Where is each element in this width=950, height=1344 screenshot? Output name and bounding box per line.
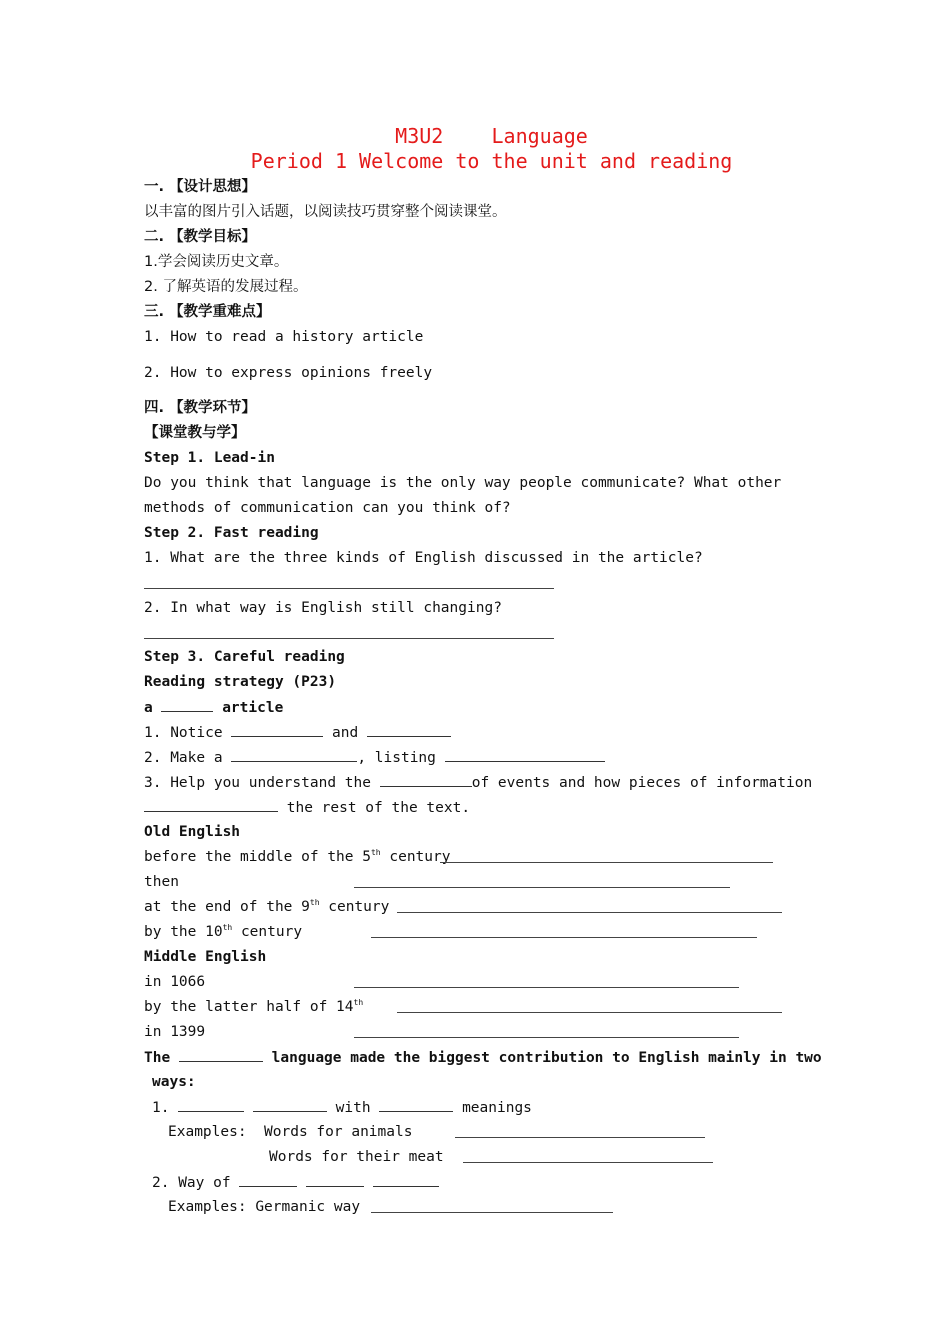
example-germanic: Germanic way [255,1199,361,1215]
section3-heading: 三. 【教学重难点】 [144,304,271,320]
article-type-line [144,698,283,717]
blank-understand[interactable] [380,773,472,787]
item1-a: 1. Notice [144,725,223,741]
example-animals: Words for animals [264,1124,413,1140]
answer-line-germanic[interactable] [371,1212,613,1213]
me-row2-sup: th [353,998,364,1008]
old-english-row-2: then [144,874,179,890]
example-label-1: Examples: [168,1124,247,1140]
way1-a: 1. [152,1100,170,1116]
strategy-item-1 [144,723,451,742]
blank-notice-1[interactable] [231,723,323,737]
blank-make[interactable] [231,748,357,762]
article-a: a [144,700,153,716]
section2-heading: 二. 【教学目标】 [144,229,257,245]
section3-item-2: 2. How to express opinions freely [144,365,433,381]
me-row2-pre: by the latter half of 14 [144,999,354,1015]
strategy-item-2 [144,748,605,767]
answer-line-animals[interactable] [455,1137,705,1138]
way2-a: 2. Way of [152,1175,231,1191]
item3-c: the rest of the text. [286,800,471,816]
middle-english-row-1: in 1066 [144,974,206,990]
item2-a: 2. Make a [144,750,223,766]
oe-row3-pre: at the end of the 9 [144,899,310,915]
answer-line-meat[interactable] [463,1162,713,1163]
step2-question-1: 1. What are the three kinds of English discussed in the article? [144,550,703,566]
way1-b: with [335,1100,371,1116]
oe-row3-sup: th [309,898,320,908]
old-english-heading: Old English [144,824,241,840]
blank-way1-3[interactable] [379,1098,453,1112]
example-1 [168,1123,412,1141]
section1-text: 以丰富的图片引入话题，以阅读技巧贯穿整个阅读课堂。 [144,204,507,220]
article-b: article [222,700,284,716]
answer-line-oe-4[interactable] [371,937,757,938]
step3-heading: Step 3. Careful reading [144,649,345,665]
way-1 [152,1098,532,1117]
strategy-item-3 [144,773,812,792]
oe-row1-post: century [380,849,451,865]
answer-line-me-1[interactable] [354,987,739,988]
contribution-a: The [144,1050,171,1066]
oe-row3-post: century [319,899,390,915]
answer-line-me-2[interactable] [397,1012,782,1013]
blank-notice-2[interactable] [367,723,451,737]
answer-line-oe-1[interactable] [440,862,773,863]
answer-line-q1[interactable] [144,588,554,589]
middle-english-row-2 [144,998,363,1016]
answer-line-me-3[interactable] [354,1037,739,1038]
way1-c: meanings [462,1100,532,1116]
oe-row4-post: century [232,924,303,940]
blank-way2-1[interactable] [239,1173,297,1187]
section1-heading: 一. 【设计思想】 [144,179,257,195]
blank-way2-3[interactable] [373,1173,439,1187]
way-2 [152,1173,439,1192]
reading-strategy: Reading strategy (P23) [144,674,337,690]
step1-heading: Step 1. Lead-in [144,450,275,466]
blank-way1-2[interactable] [253,1098,327,1112]
oe-row4-sup: th [222,923,233,933]
contribution-b: language made the biggest contribution to English mainly in two [271,1050,822,1066]
oe-row1-sup: th [370,848,381,858]
example-label-3: Examples: [168,1199,247,1215]
answer-line-oe-3[interactable] [397,912,782,913]
oe-row1-pre: before the middle of the 5 [144,849,371,865]
example-2: Words for their meat [269,1149,444,1165]
contribution-line-1 [144,1048,822,1067]
answer-line-q2[interactable] [144,638,554,639]
item2-b: , listing [357,750,436,766]
title-line-2: Period 1 Welcome to the unit and reading [250,149,733,173]
blank-article-type[interactable] [161,698,213,712]
blank-way1-1[interactable] [178,1098,244,1112]
blank-listing[interactable] [445,748,605,762]
title-line-1: M3U2 Language [395,124,588,148]
middle-english-heading: Middle English [144,949,267,965]
step2-question-2: 2. In what way is English still changing? [144,600,502,616]
strategy-item-3-cont [144,798,470,817]
step1-question-line-1: Do you think that language is the only way people communicate? What other [144,475,782,491]
old-english-row-3 [144,898,389,916]
step1-question-line-2: methods of communication can you think of? [144,500,511,516]
section4-subheading: 【课堂教与学】 [144,425,246,441]
blank-language[interactable] [179,1048,263,1062]
blank-way2-2[interactable] [306,1173,364,1187]
middle-english-row-3: in 1399 [144,1024,206,1040]
old-english-row-4 [144,923,302,941]
oe-row4-pre: by the 10 [144,924,223,940]
section2-item-1: 1.学会阅读历史文章。 [144,254,289,270]
answer-line-oe-2[interactable] [354,887,730,888]
section2-item-2: 2. 了解英语的发展过程。 [144,279,308,295]
section3-item-1: 1. How to read a history article [144,329,424,345]
old-english-row-1 [144,848,450,866]
item3-b: of events and how pieces of information [471,775,813,791]
item3-a: 3. Help you understand the [144,775,371,791]
example-3 [168,1198,360,1216]
item1-b: and [332,725,359,741]
section4-heading: 四. 【教学环节】 [144,400,257,416]
contribution-line-2: ways: [152,1074,196,1090]
blank-relate[interactable] [144,798,278,812]
step2-heading: Step 2. Fast reading [144,525,319,541]
